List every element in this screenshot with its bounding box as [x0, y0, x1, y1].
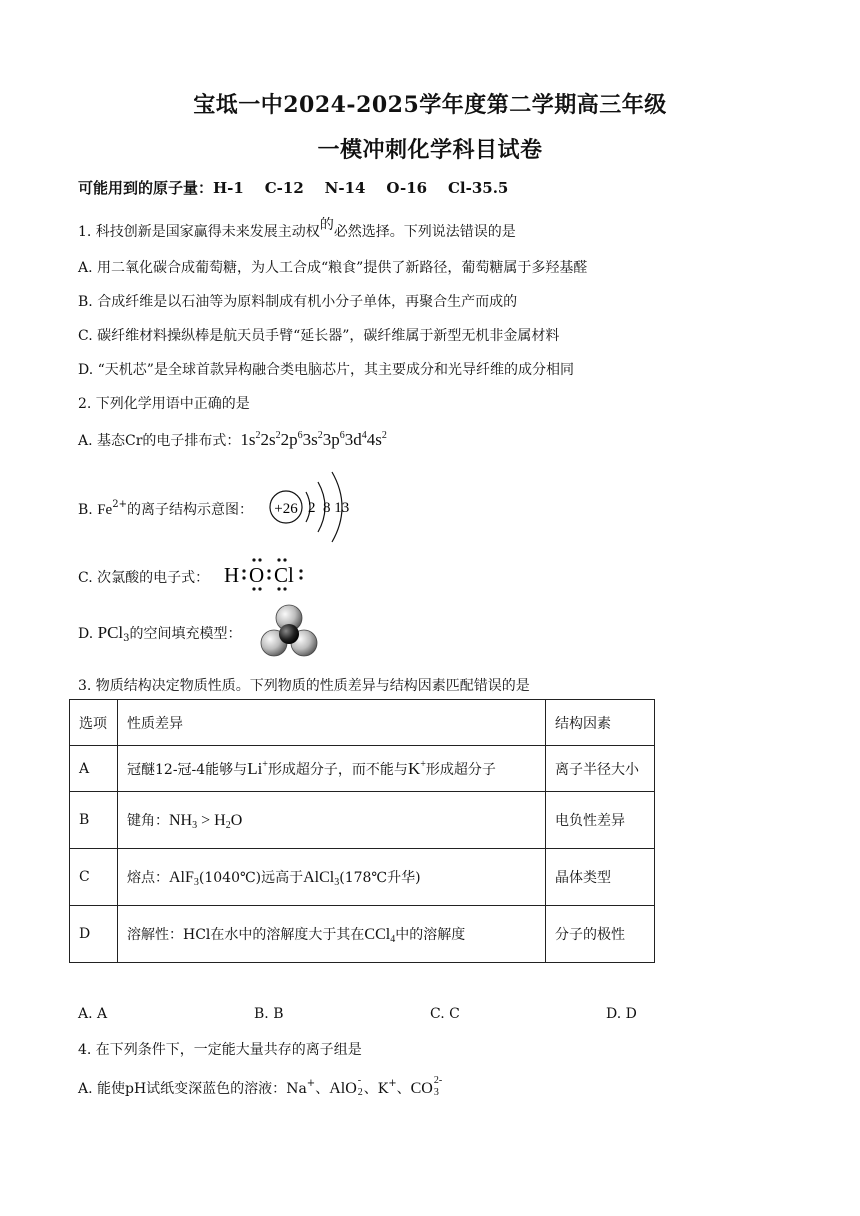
q3-choice-c: C. C [430, 1006, 460, 1022]
row-a-option: A [70, 746, 118, 792]
fe-ion: Fe [97, 502, 113, 518]
q1-option-d: D. “天机芯”是全球首款异构融合类电脑芯片，其主要成分和光导纤维的成分相同 [78, 362, 574, 378]
q4-stem: 4. 在下列条件下，一定能大量共存的离子组是 [78, 1042, 362, 1058]
atom-o: O [249, 563, 265, 587]
q2-stem: 2. 下列化学用语中正确的是 [78, 396, 250, 412]
row-b-property: 键角：$NH_3 > H_2O$ [118, 792, 546, 849]
pcl3-space-filling-model [257, 603, 323, 663]
row-c-factor: 晶体类型 [546, 849, 655, 906]
row-d-factor: 分子的极性 [546, 906, 655, 963]
ion-co3: CO 2- 3 [410, 1075, 443, 1098]
table-row [70, 849, 655, 906]
row-d-property: 溶解性：HCl在水中的溶解度大于其在CCl$_4$中的溶解度 [118, 906, 546, 963]
row-b-factor: 电负性差异 [546, 792, 655, 849]
pcl3-formula: PCl [97, 623, 124, 642]
q2-b-text: 的离子结构示意图： [126, 502, 253, 518]
header-property: 性质差异 [118, 700, 546, 746]
ion-na: Na [286, 1081, 307, 1097]
q2-option-a [78, 430, 387, 450]
q1-stem-a: 1. 科技创新是国家赢得未来发展主动权 [78, 224, 320, 240]
q4-option-a: A. 能使pH试纸变深蓝色的溶液：Na+、AlO - 2 、K+、CO 2- 3 [78, 1078, 445, 1098]
nucleus-charge: +26 [274, 501, 298, 517]
q3-choice-d: D. D [606, 1006, 637, 1022]
row-c-property: 熔点：AlF$_3$(1040℃)远高于AlCl$_3$(178℃升华) [118, 849, 546, 906]
q3-stem: 3. 物质结构决定物质性质。下列物质的性质差异与结构因素匹配错误的是 [78, 678, 530, 694]
ion-k: K [377, 1081, 389, 1097]
pcl3-sub: 3 [123, 633, 130, 644]
q2-d-text: 的空间填充模型： [129, 626, 242, 642]
q2-d-label: D. [78, 626, 98, 642]
q3-choice-a: A. A [78, 1006, 108, 1022]
q1-option-b: B. 合成纤维是以石油等为原料制成有机小分子单体，再聚合生产而成的 [78, 294, 518, 310]
table-row [70, 906, 655, 963]
row-c-option: C [70, 849, 118, 906]
hclo-electron-formula [222, 556, 312, 592]
q3-choice-b: B. B [254, 1006, 284, 1022]
q1-stem-b: 必然选择。下列说法错误的是 [333, 224, 516, 240]
fe-ion-structure-diagram [266, 468, 366, 548]
row-a-property: 冠醚12-冠-4能够与Li+形成超分子，而不能与K+形成超分子 [118, 746, 546, 792]
row-a-factor: 离子半径大小 [546, 746, 655, 792]
q2-option-b [78, 499, 253, 519]
q2-option-d [78, 623, 242, 643]
row-d-option: D [70, 906, 118, 963]
q1-stem-de: 的 [319, 217, 334, 233]
header-factor: 结构因素 [546, 700, 655, 746]
title-line-1: 宝坻一中2024-2025学年度第二学期高三年级 [193, 92, 667, 118]
fe-charge: 2+ [112, 499, 127, 510]
p-atom [279, 624, 299, 644]
table-row [70, 792, 655, 849]
header-option: 选项 [70, 700, 118, 746]
q2-b-label: B. [78, 502, 98, 518]
q3-table [69, 699, 655, 963]
table-row [70, 746, 655, 792]
q1-option-c: C. 碳纤维材料操纵棒是航天员手臂“延长器”，碳纤维属于新型无机非金属材料 [78, 328, 560, 344]
q1-option-a: A. 用二氧化碳合成葡萄糖，为人工合成“粮食”提供了新路径，葡萄糖属于多羟基醛 [78, 260, 588, 276]
table-header-row [70, 700, 655, 746]
atomic-masses: 可能用到的原子量：H-1 C-12 N-14 O-16 Cl-35.5 [78, 179, 509, 197]
atom-h: H [224, 563, 240, 587]
row-b-option: B [70, 792, 118, 849]
q2-option-c: C. 次氯酸的电子式： [78, 570, 210, 586]
atom-cl: Cl [274, 563, 294, 587]
ion-alo2: AlO - 2 [329, 1075, 363, 1098]
cr-electron-config: $1s^22s^22p^63s^23p^63d^44s^2$ [240, 430, 387, 449]
q1-stem [78, 217, 516, 241]
shell-electrons: 2 8 13 [308, 500, 350, 516]
q2-a-label: A. 基态Cr的电子排布式： [78, 433, 241, 449]
title-line-2: 一模冲刺化学科目试卷 [317, 137, 543, 163]
